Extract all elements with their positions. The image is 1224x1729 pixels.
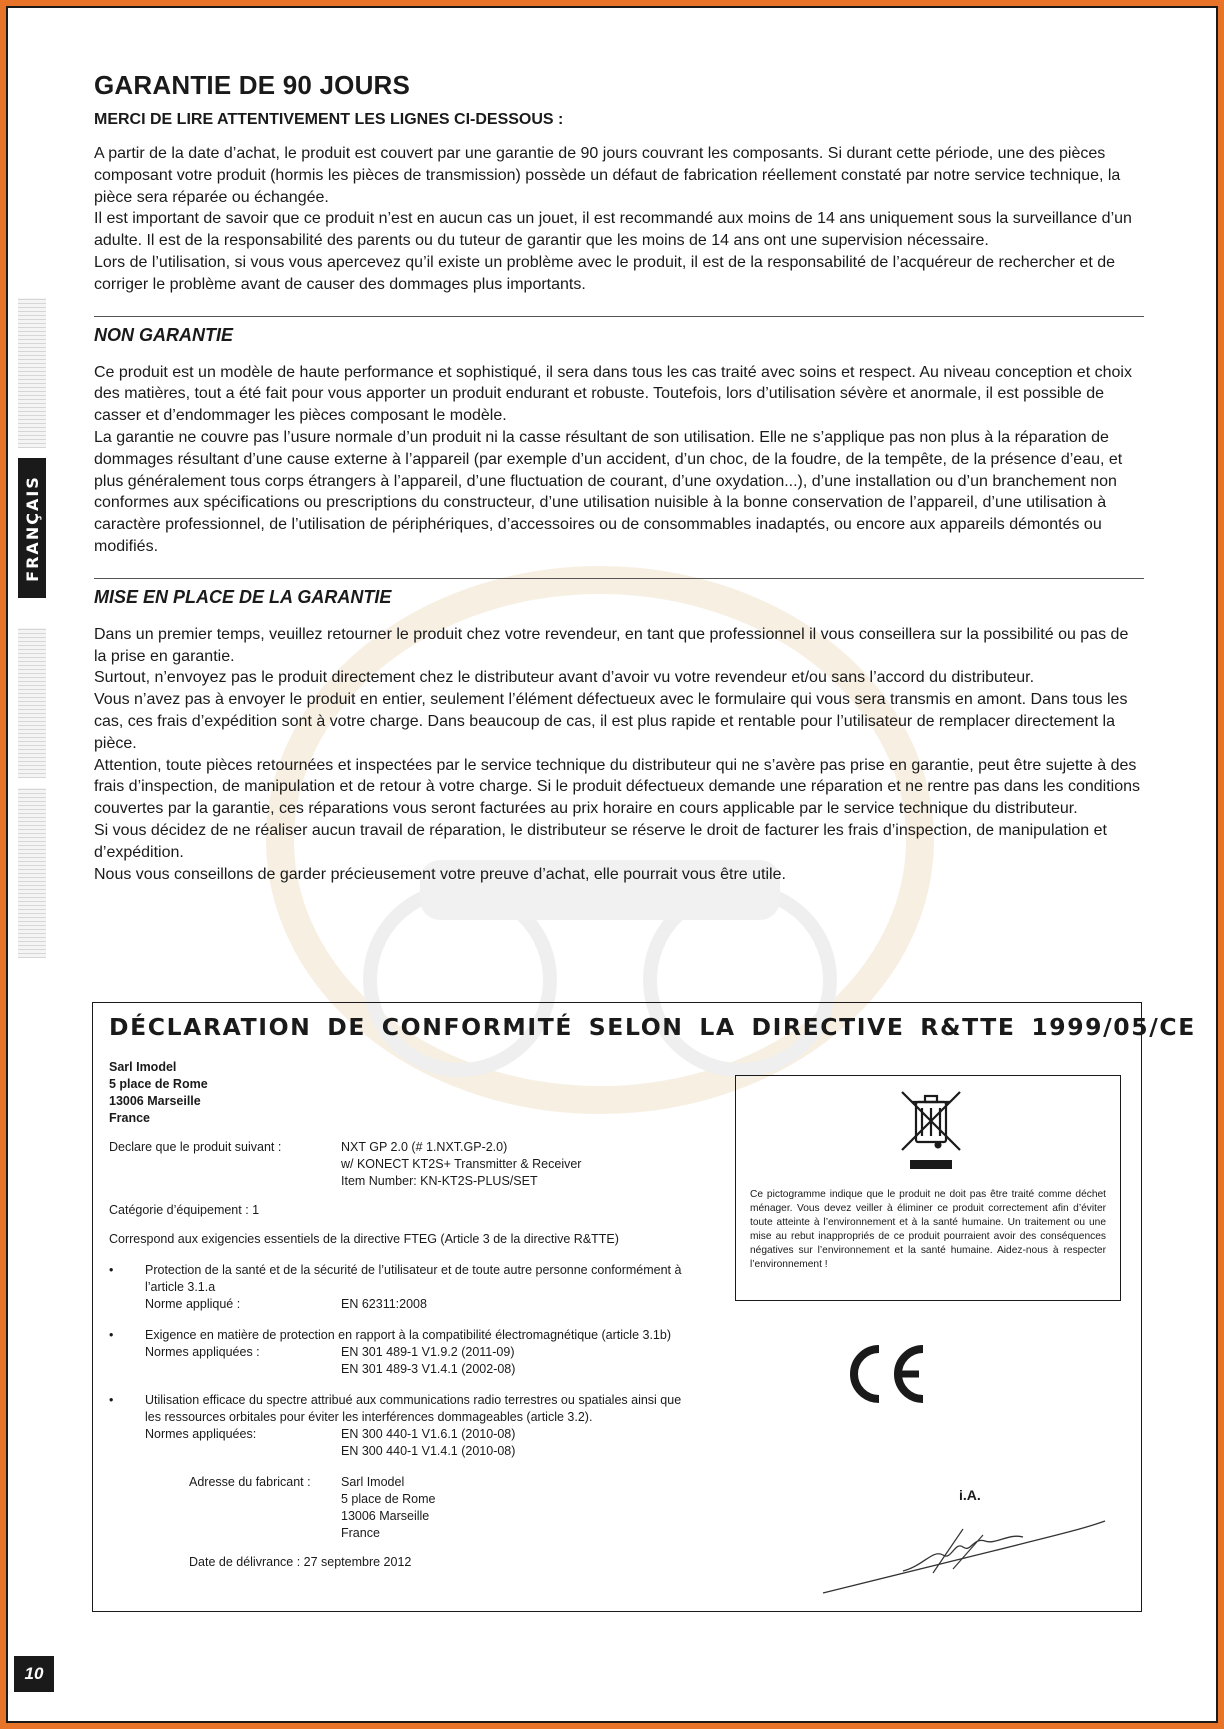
declaration-details bbox=[109, 1059, 689, 1571]
mise-en-place-paragraph: Attention, toute pièces retournées et inspectées par le service technique du distributeur qui ne s’avère pas prise en garantie, peut être sujette à des frais d’inspection, de manipulation et de retour à votre charge. Si le produit défectueux demande une réparation et ne rentre pas dans les conditions couvertes par la garantie, ces réparations vous seront facturées au prix horaire en cours applicable par le service technique du distributeur. bbox=[94, 756, 1140, 818]
warranty-paragraph: Il est important de savoir que ce produit n’est en aucun cas un jouet, il est recommandé aux moins de 14 ans uniquement sous la surveillance d’un adulte. Il est de la responsabilité des parents ou du tuteur de garantir que les moins de 14 ans ont une supervision nécessaire. bbox=[94, 210, 1132, 250]
equipment-category: Catégorie d’équipement : 1 bbox=[109, 1203, 260, 1217]
manufacturer-line: 5 place de Rome bbox=[341, 1492, 436, 1506]
side-pattern-top bbox=[18, 298, 46, 448]
product-label: Declare que le produit suivant : bbox=[109, 1140, 282, 1154]
mise-en-place-paragraph: Nous vous conseillons de garder précieusement votre preuve d’achat, elle pourrait vous être utile. bbox=[94, 865, 786, 883]
manufacturer-line: 13006 Marseille bbox=[341, 1509, 430, 1523]
language-tab-label: FRANÇAIS bbox=[22, 474, 42, 582]
mise-en-place-body bbox=[94, 624, 1144, 886]
standard-label: Normes appliquées: bbox=[145, 1427, 257, 1441]
manufacturer-line: France bbox=[341, 1526, 380, 1540]
standard-value: EN 300 440-1 V1.6.1 (2010-08) bbox=[341, 1427, 516, 1441]
language-tab bbox=[18, 458, 46, 598]
warranty-body bbox=[94, 143, 1144, 296]
section-divider bbox=[94, 316, 1144, 317]
company-line: 13006 Marseille bbox=[109, 1094, 201, 1108]
declaration-box bbox=[92, 1002, 1196, 1612]
product-line: w/ KONECT KT2S+ Transmitter & Receiver bbox=[341, 1157, 582, 1171]
mise-en-place-paragraph: Dans un premier temps, veuillez retourner le produit chez votre revendeur, en tant que professionnel il vous conseillera sur la possibilité ou pas de la prise en garantie. bbox=[94, 625, 1129, 665]
company-line: Sarl Imodel bbox=[109, 1060, 177, 1074]
standard-description: Protection de la santé et de la sécurité de l’utilisateur et de toute autre personne conformément à l’article 3.1.a bbox=[145, 1263, 682, 1294]
weee-notice-box bbox=[735, 1075, 1121, 1301]
weee-crossed-bin-icon bbox=[898, 1088, 964, 1174]
mise-en-place-title: MISE EN PLACE DE LA GARANTIE bbox=[94, 586, 392, 607]
company-line: 5 place de Rome bbox=[109, 1077, 208, 1091]
manufacturer-address bbox=[109, 1474, 689, 1542]
issue-date: Date de délivrance : 27 septembre 2012 bbox=[189, 1555, 412, 1569]
warranty-subtitle: MERCI DE LIRE ATTENTIVEMENT LES LIGNES CI-DESSOUS : bbox=[94, 111, 564, 128]
standard-value: EN 301 489-1 V1.9.2 (2011-09) bbox=[341, 1345, 515, 1359]
warranty-paragraph: A partir de la date d’achat, le produit est couvert par une garantie de 90 jours couvrant les composants. Si durant cette période, une des pièces composant votre produit (hormis les pièces de transmission) possède un défaut de fabrication réellement constaté par notre service technique, la pièce sera réparée ou échangée. bbox=[94, 145, 1121, 206]
mise-en-place-paragraph: Si vous décidez de ne réaliser aucun travail de réparation, le distributeur se réserve le droit de facturer les frais d’inspection, de manipulation et d’expédition. bbox=[94, 821, 1107, 861]
standard-value: EN 62311:2008 bbox=[341, 1297, 427, 1311]
standard-value: EN 301 489-3 V1.4.1 (2002-08) bbox=[341, 1362, 516, 1376]
directive-correspondence: Correspond aux exigencies essentiels de la directive FTEG (Article 3 de la directive R&TTE) bbox=[109, 1232, 619, 1246]
main-content bbox=[94, 64, 1144, 885]
warranty-title: GARANTIE DE 90 JOURS bbox=[94, 70, 411, 100]
bullet-marker: • bbox=[109, 1328, 114, 1342]
product-row bbox=[109, 1139, 689, 1190]
signature bbox=[813, 1511, 1113, 1601]
warranty-paragraph: Lors de l’utilisation, si vous vous apercevez qu’il existe un problème avec le produit, il est de la responsabilité de l’acquéreur de rechercher et de corriger le problème avant de causer des dommages plus importants. bbox=[94, 253, 1116, 293]
standard-item bbox=[109, 1327, 689, 1378]
company-line: France bbox=[109, 1111, 150, 1125]
product-line: NXT GP 2.0 (# 1.NXT.GP-2.0) bbox=[341, 1140, 508, 1154]
product-line: Item Number: KN-KT2S-PLUS/SET bbox=[341, 1174, 538, 1188]
company-address bbox=[109, 1059, 689, 1127]
non-garantie-title: NON GARANTIE bbox=[94, 324, 233, 345]
non-garantie-body bbox=[94, 362, 1144, 558]
weee-notice-text: Ce pictogramme indique que le produit ne doit pas être traité comme déchet ménager. Vous devez veiller à éliminer ce produit correctement afin d’éviter toute atteinte à l’environnement et à la santé humaine. Un traitement ou une mise au rebut inappropriés de ce produit pourraient avoir des conséquences négatives sur l’environnement et la santé humaine. Aidez-nous à respecter l’environnement ! bbox=[750, 1189, 1106, 1270]
bullet-marker: • bbox=[109, 1393, 114, 1407]
ce-mark-icon bbox=[843, 1343, 929, 1405]
side-pattern-bottom bbox=[18, 788, 46, 958]
standard-label: Norme appliqué : bbox=[145, 1297, 241, 1311]
standard-item bbox=[109, 1392, 689, 1460]
manufacturer-label: Adresse du fabricant : bbox=[189, 1475, 311, 1489]
standard-description: Utilisation efficace du spectre attribué aux communications radio terrestres ou spatiales ainsi que les ressources orbitales pour éviter les interférences dommageables (article 3.2). bbox=[145, 1393, 682, 1424]
page-number: 10 bbox=[14, 1656, 54, 1692]
mise-en-place-paragraph: Surtout, n’envoyez pas le produit directement chez le distributeur avant d’avoir vu votre revendeur et/ou sans l’accord du distributeur. bbox=[94, 669, 1035, 687]
non-garantie-paragraph: Ce produit est un modèle de haute performance et sophistiqué, il sera dans tous les cas traité avec soins et respect. Au niveau conception et choix des matières, tout a été fait pour vous apporter un produit endurant et robuste. Toutefois, lors d’utilisation sévère et anormale, il est possible de casser et d’endommager les pièces composant le modèle. bbox=[94, 363, 1132, 425]
declaration-title: DÉCLARATION DE CONFORMITÉ SELON LA DIRECTIVE R&TTE 1999/05/CE bbox=[109, 1013, 1196, 1041]
standard-value: EN 300 440-1 V1.4.1 (2010-08) bbox=[341, 1444, 516, 1458]
manufacturer-line: Sarl Imodel bbox=[341, 1475, 405, 1489]
bullet-marker: • bbox=[109, 1263, 114, 1277]
mise-en-place-paragraph: Vous n’avez pas à envoyer le produit en entier, seulement l’élément défectueux avec le formulaire qui vous sera transmis en amont. Dans tous les cas, ces frais d’expédition sont à votre charge. Dans beaucoup de cas, il est plus rapide et rentable pour l’utilisateur de remplacer directement la pièce. bbox=[94, 691, 1128, 752]
signature-prefix: i.A. bbox=[959, 1487, 981, 1503]
product-info bbox=[341, 1139, 581, 1190]
standard-item bbox=[109, 1262, 689, 1313]
standard-label: Normes appliquées : bbox=[145, 1345, 260, 1359]
section-divider bbox=[94, 578, 1144, 579]
standard-description: Exigence en matière de protection en rapport à la compatibilité électromagnétique (article 3.1b) bbox=[145, 1328, 671, 1342]
side-pattern-middle bbox=[18, 628, 46, 778]
non-garantie-paragraph: La garantie ne couvre pas l’usure normale d’un produit ni la casse résultant de son utilisation. Elle ne s’applique pas non plus à la réparation de dommages résultant d’une cause externe à l’appareil (par exemple d’un accident, d’un choc, de la foudre, de la tempête, de la présence d’eau, et plus généralement tous corps étrangers à l’appareil, d’une fluctuation de courant, d’une oxydation...), d’une installation ou d’un branchement non conformes aux spécifications ou prescriptions du constructeur, d’une utilisation nuisible à la bonne conservation de l’appareil, d’une utilisation à caractère professionnel, de l’utilisation de périphériques, d’accessoires ou de consommables inadaptés, ou encore aux appareils démontés ou modifiés. bbox=[94, 428, 1123, 555]
